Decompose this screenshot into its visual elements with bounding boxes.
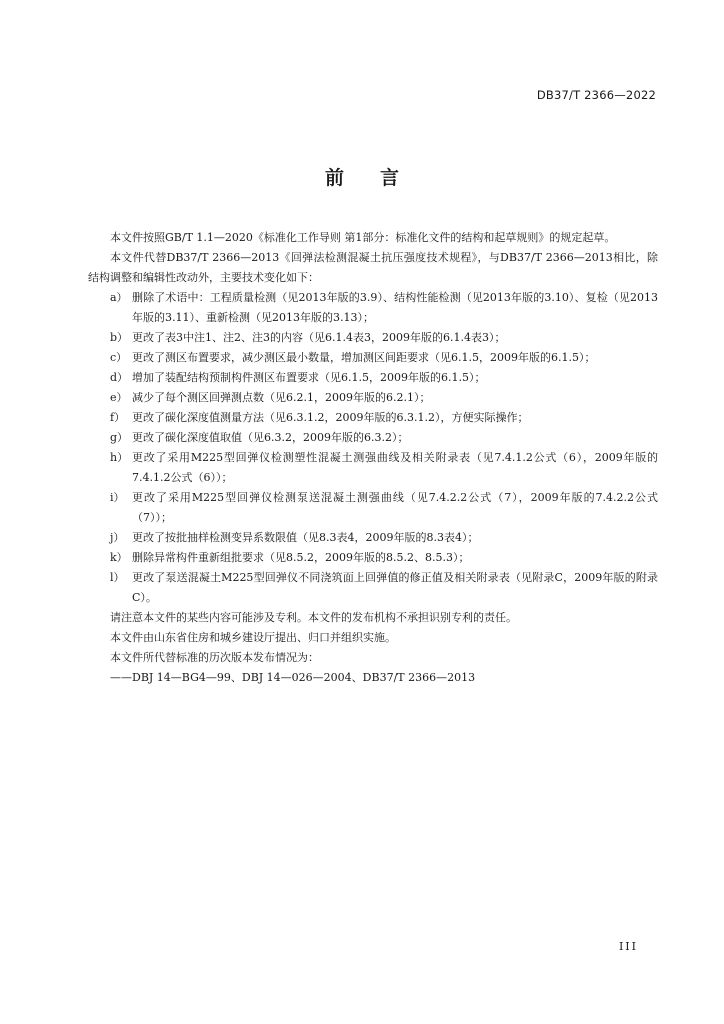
standard-code: DB37/T 2366—2022 xyxy=(536,88,656,102)
list-item xyxy=(88,568,658,608)
list-item xyxy=(88,408,658,428)
list-item xyxy=(88,448,658,488)
page-title: 前言 xyxy=(324,167,435,189)
list-marker: a） xyxy=(110,291,128,304)
list-item xyxy=(88,328,658,348)
list-item-text: 更改了采用M225型回弹仪检测塑性混凝土测强曲线及相关附录表（见7.4.1.2公式（6），2009年版的7.4.1.2公式（6））； xyxy=(132,451,658,484)
list-marker: i） xyxy=(110,491,125,504)
list-marker: f） xyxy=(110,411,126,424)
list-item xyxy=(88,428,658,448)
list-item-text: 更改了测区布置要求，减少测区最小数量，增加测区间距要求（见6.1.5，2009年版的6.1.5）； xyxy=(132,351,596,364)
paragraph-history-intro: 本文件所代替标准的历次版本发布情况为： xyxy=(110,651,319,664)
list-item xyxy=(88,548,658,568)
list-marker: c） xyxy=(110,351,128,364)
changes-list xyxy=(88,288,658,608)
list-marker: b） xyxy=(110,331,129,344)
list-item xyxy=(88,368,658,388)
list-marker: j） xyxy=(110,531,125,544)
list-marker: k） xyxy=(110,551,128,564)
list-item-text: 删除异常构件重新组批要求（见8.5.2，2009年版的8.5.2、8.5.3）； xyxy=(132,551,470,564)
list-item xyxy=(88,488,658,528)
paragraph-patent-notice: 请注意本文件的某些内容可能涉及专利。本文件的发布机构不承担识别专利的责任。 xyxy=(110,611,517,624)
list-item xyxy=(88,388,658,408)
page-number: III xyxy=(618,940,638,953)
list-item-text: 删除了术语中：工程质量检测（见2013年版的3.9）、结构性能检测（见2013年版的3.10）、复检（见2013年版的3.11）、重新检测（见2013年版的3.13）； xyxy=(132,291,658,324)
list-marker: g） xyxy=(110,431,129,444)
list-marker: h） xyxy=(110,451,129,464)
paragraph-drafting-rule: 本文件按照GB/T 1.1—2020《标准化工作导则 第1部分：标准化文件的结构和起草规则》的规定起草。 xyxy=(110,231,616,244)
list-item-text: 更改了表3中注1、注2、注3的内容（见6.1.4表3，2009年版的6.1.4表3）； xyxy=(132,331,506,344)
list-item xyxy=(88,528,658,548)
paragraph-proposer: 本文件由山东省住房和城乡建设厅提出、归口并组织实施。 xyxy=(110,631,396,644)
list-item-text: 减少了每个测区回弹测点数（见6.2.1，2009年版的6.2.1）； xyxy=(132,391,431,404)
list-item-text: 更改了泵送混凝土M225型回弹仪不同浇筑面上回弹值的修正值及相关附录表（见附录C，2009年版的附录C）。 xyxy=(132,571,658,604)
list-item-text: 更改了碳化深度值取值（见6.3.2，2009年版的6.3.2）； xyxy=(132,431,409,444)
list-marker: d） xyxy=(110,371,129,384)
list-item-text: 增加了装配结构预制构件测区布置要求（见6.1.5，2009年版的6.1.5）； xyxy=(132,371,486,384)
list-item xyxy=(88,288,658,328)
list-item-text: 更改了按批抽样检测变异系数限值（见8.3表4，2009年版的8.3表4）； xyxy=(132,531,479,544)
paragraph-history-versions: ——DBJ 14—BG4—99、DBJ 14—026—2004、DB37/T 2366—2013 xyxy=(110,671,476,684)
list-marker: l） xyxy=(110,571,125,584)
list-marker: e） xyxy=(110,391,128,404)
document-body xyxy=(88,228,658,688)
list-item-text: 更改了采用M225型回弹仪检测泵送混凝土测强曲线（见7.4.2.2公式（7），2009年版的7.4.2.2公式（7））； xyxy=(132,491,658,524)
list-item xyxy=(88,348,658,368)
list-item-text: 更改了碳化深度值测量方法（见6.3.1.2，2009年版的6.3.1.2），方便实际操作； xyxy=(132,411,529,424)
paragraph-replacement: 本文件代替DB37/T 2366—2013《回弹法检测混凝土抗压强度技术规程》，与DB37/T 2366—2013相比，除结构调整和编辑性改动外，主要技术变化如下： xyxy=(88,251,658,284)
